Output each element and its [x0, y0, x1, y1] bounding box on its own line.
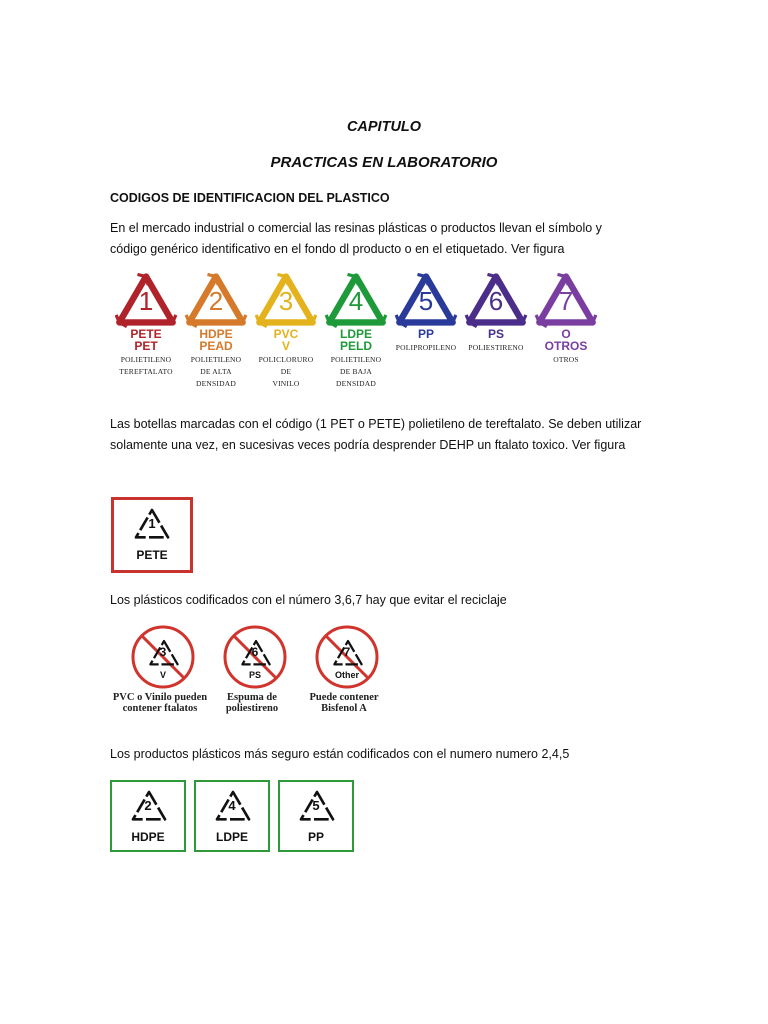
chapter-title: CAPITULO [346, 119, 422, 135]
safe-label: HDPE [131, 830, 165, 844]
resin-code-3 [250, 272, 322, 390]
paragraph-intro [110, 218, 670, 260]
resin-code-2 [180, 272, 252, 390]
avoid-number: 7 [343, 645, 351, 659]
resin-code-abbr1: O [561, 327, 571, 341]
resin-code-abbr1: PP [417, 327, 434, 341]
resin-code-number: 1 [138, 286, 154, 316]
avoid-figure [100, 622, 400, 718]
avoid-caption-line1: Puede contener [309, 692, 379, 703]
avoid-caption-line2: poliestireno [225, 703, 279, 714]
paragraph-intro-line2: código genérico identificativo en el fondo dl producto o en el etiquetado. Ver figura [110, 242, 565, 256]
paragraph-safe: Los productos plásticos más seguro están codificados con el numero numero 2,4,5 [110, 747, 570, 761]
avoid-symbol-7 [284, 622, 384, 718]
resin-code-abbr2: OTROS [544, 339, 588, 353]
resin-code-desc1: POLIESTIRENO [468, 343, 524, 352]
safe-symbol-5 [278, 780, 354, 852]
safe-number: 2 [144, 798, 152, 813]
resin-code-number: 2 [208, 286, 224, 316]
resin-code-desc1: OTROS [553, 355, 579, 364]
paragraph-intro-line1: En el mercado industrial o comercial las resinas plásticas o productos llevan el símbolo y [110, 221, 602, 235]
resin-code-desc1: POLIETILENO [330, 355, 382, 364]
avoid-label: PS [248, 670, 261, 680]
resin-code-number: 5 [418, 286, 434, 316]
resin-code-6 [460, 272, 532, 354]
chapter-subtitle: PRACTICAS EN LABORATORIO [270, 154, 498, 171]
resin-code-desc1: POLIPROPILENO [395, 343, 457, 352]
resin-code-abbr2: PEAD [199, 339, 233, 353]
avoid-caption-line1: Espuma de [227, 692, 277, 703]
resin-code-1 [110, 272, 182, 378]
pete-label: PETE [136, 548, 168, 562]
avoid-label: V [159, 670, 166, 680]
resin-code-abbr2: PELD [339, 339, 372, 353]
resin-code-5 [390, 272, 462, 354]
paragraph-avoid: Los plásticos codificados con el número 3,6,7 hay que evitar el reciclaje [110, 593, 507, 607]
avoid-symbol-6 [192, 622, 292, 718]
avoid-caption-line2: Bisfenol A [321, 703, 367, 714]
resin-code-number: 6 [488, 286, 504, 316]
resin-codes-figure [110, 272, 600, 398]
paragraph-pete [110, 414, 670, 456]
resin-code-abbr1: HDPE [199, 327, 233, 341]
resin-code-4 [320, 272, 392, 390]
safe-figure [110, 780, 360, 856]
avoid-caption-line2: contener ftalatos [122, 703, 198, 714]
safe-label: PP [307, 830, 324, 844]
pete-number: 1 [148, 516, 156, 531]
avoid-caption-line1: PVC o Vinilo pueden [112, 692, 208, 703]
resin-code-abbr1: LDPE [339, 327, 372, 341]
resin-code-desc2: TEREFTALATO [119, 367, 173, 376]
avoid-symbol-3 [100, 622, 208, 718]
avoid-number: 6 [251, 645, 259, 659]
resin-code-number: 7 [558, 286, 574, 316]
safe-label: LDPE [215, 830, 248, 844]
safe-symbol-4 [194, 780, 270, 852]
resin-code-desc2: DE ALTA [200, 367, 232, 376]
resin-code-desc1: POLIETILENO [190, 355, 242, 364]
resin-code-desc3: DENSIDAD [336, 379, 376, 388]
safe-number: 4 [228, 798, 236, 813]
paragraph-pete-line2: solamente una vez, en sucesivas veces podría desprender DEHP un ftalato toxico. Ver figura [110, 438, 626, 452]
resin-code-desc3: DENSIDAD [196, 379, 236, 388]
avoid-number: 3 [159, 645, 167, 659]
section-heading: CODIGOS DE IDENTIFICACION DEL PLASTICO [110, 191, 390, 205]
resin-code-desc2: DE [280, 367, 292, 376]
resin-code-desc1: POLICLORURO [258, 355, 314, 364]
resin-code-7 [530, 272, 602, 366]
resin-code-number: 3 [278, 286, 294, 316]
resin-code-abbr2: V [281, 339, 290, 353]
resin-code-abbr1: PS [487, 327, 504, 341]
pete-symbol-box [111, 497, 193, 573]
resin-code-desc2: DE BAJA [339, 367, 373, 376]
safe-symbol-2 [110, 780, 186, 852]
resin-code-abbr1: PVC [273, 327, 299, 341]
resin-code-desc1: POLIETILENO [120, 355, 172, 364]
resin-code-abbr2: PET [134, 339, 158, 353]
avoid-label: Other [334, 670, 359, 680]
resin-code-number: 4 [348, 286, 364, 316]
paragraph-pete-line1: Las botellas marcadas con el código (1 PET o PETE) polietileno de tereftalato. Se deben utilizar [110, 417, 642, 431]
safe-number: 5 [312, 798, 320, 813]
resin-code-abbr1: PETE [130, 327, 162, 341]
resin-code-desc3: VINILO [272, 379, 300, 388]
